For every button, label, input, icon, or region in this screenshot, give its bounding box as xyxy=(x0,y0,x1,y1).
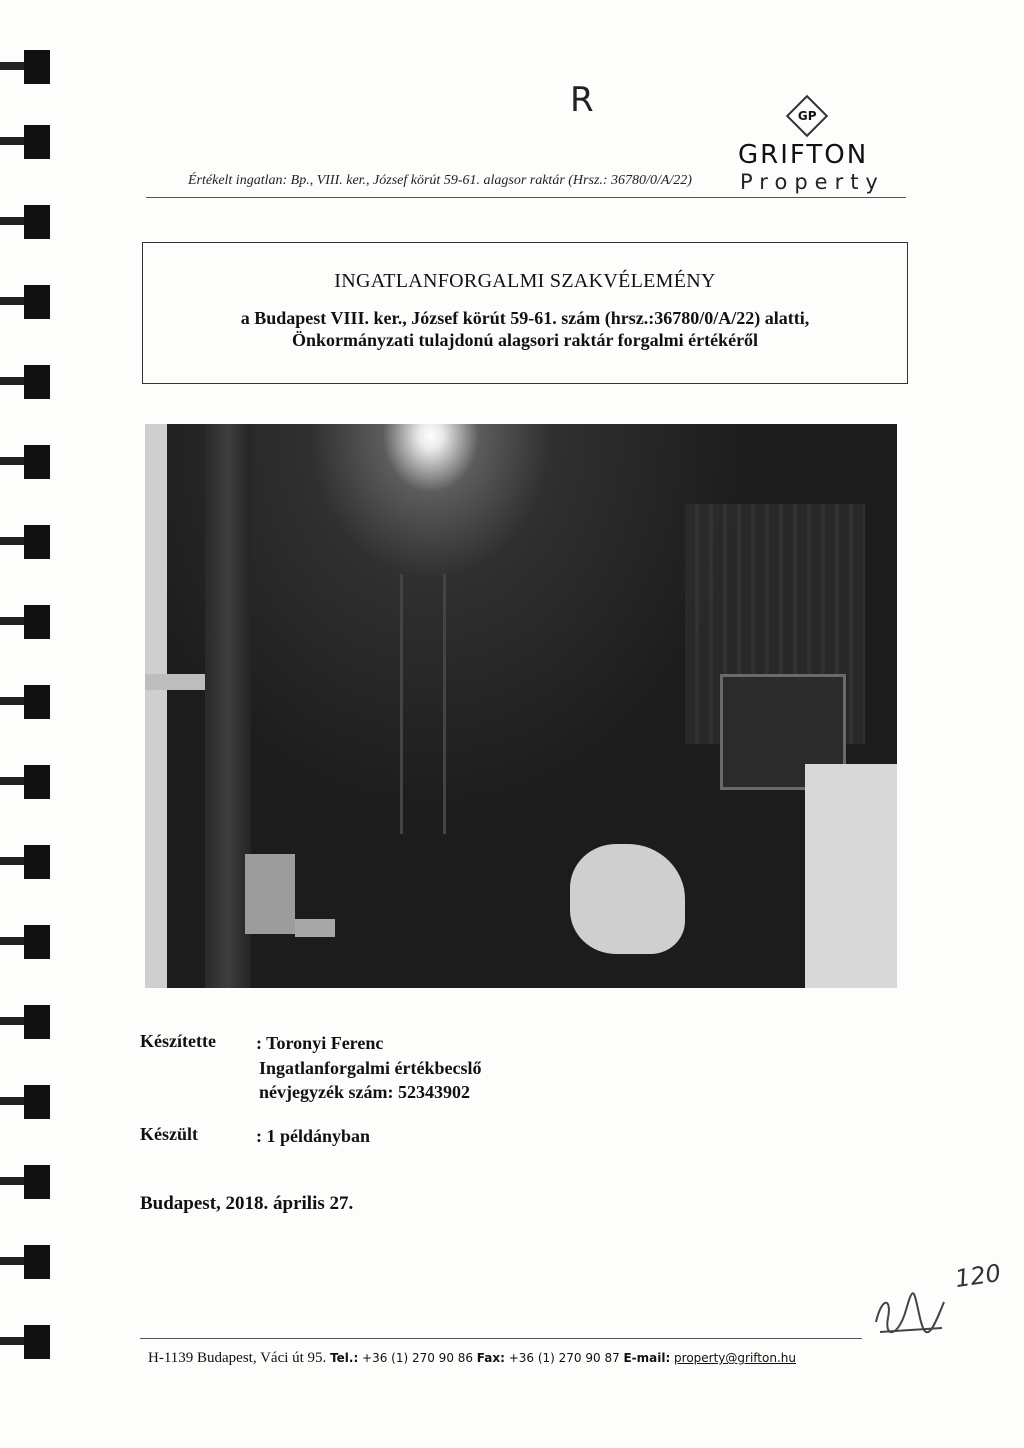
prepared-by-name: : Toronyi Ferenc xyxy=(256,1033,384,1053)
header-divider xyxy=(146,197,906,198)
made-value: : 1 példányban xyxy=(256,1126,371,1146)
prepared-by-registry: névjegyzék szám: 52343902 xyxy=(259,1082,470,1102)
title-subject-line-2: Önkormányzati tulajdonú alagsori raktár forgalmi értékéről xyxy=(291,330,759,350)
footer-tel-label: Tel.: xyxy=(330,1351,359,1365)
prepared-by-label: Készítette xyxy=(140,1031,216,1051)
logo-name: GRIFTON xyxy=(738,140,869,170)
title-box xyxy=(142,242,908,384)
place-and-date: Budapest, 2018. április 27. xyxy=(140,1193,354,1214)
title-subject-line-1: a Budapest VIII. ker., József körút 59-61. szám (hrsz.:36780/0/A/22) alatti, xyxy=(240,308,810,328)
handwritten-page-number: 120 xyxy=(953,1258,1003,1294)
footer-email-label: E-mail: xyxy=(623,1351,671,1365)
document-title: INGATLANFORGALMI SZAKVÉLEMÉNY xyxy=(334,270,716,292)
grifton-logo-icon xyxy=(786,95,828,137)
footer-fax-label: Fax: xyxy=(476,1351,505,1365)
footer-fax: +36 (1) 270 90 87 xyxy=(508,1351,620,1365)
footer-address: H-1139 Budapest, Váci út 95. xyxy=(148,1350,327,1366)
footer-contact xyxy=(148,1350,796,1367)
footer-tel: +36 (1) 270 90 86 xyxy=(362,1351,474,1365)
valued-property-header: Értékelt ingatlan: Bp., VIII. ker., József körút 59-61. alagsor raktár (Hrsz.: 36780/0/A/22) xyxy=(188,173,692,188)
footer-divider xyxy=(140,1338,862,1339)
logo-monogram: GP xyxy=(797,109,817,123)
footer-email-link[interactable]: property@grifton.hu xyxy=(674,1351,796,1365)
handwritten-mark: R xyxy=(570,80,594,120)
property-photo xyxy=(145,424,897,988)
binding-holes xyxy=(0,40,62,1420)
made-label: Készült xyxy=(140,1124,198,1144)
logo-sub: Property xyxy=(740,170,885,194)
signature xyxy=(870,1288,950,1344)
prepared-by-role: Ingatlanforgalmi értékbecslő xyxy=(259,1058,482,1078)
